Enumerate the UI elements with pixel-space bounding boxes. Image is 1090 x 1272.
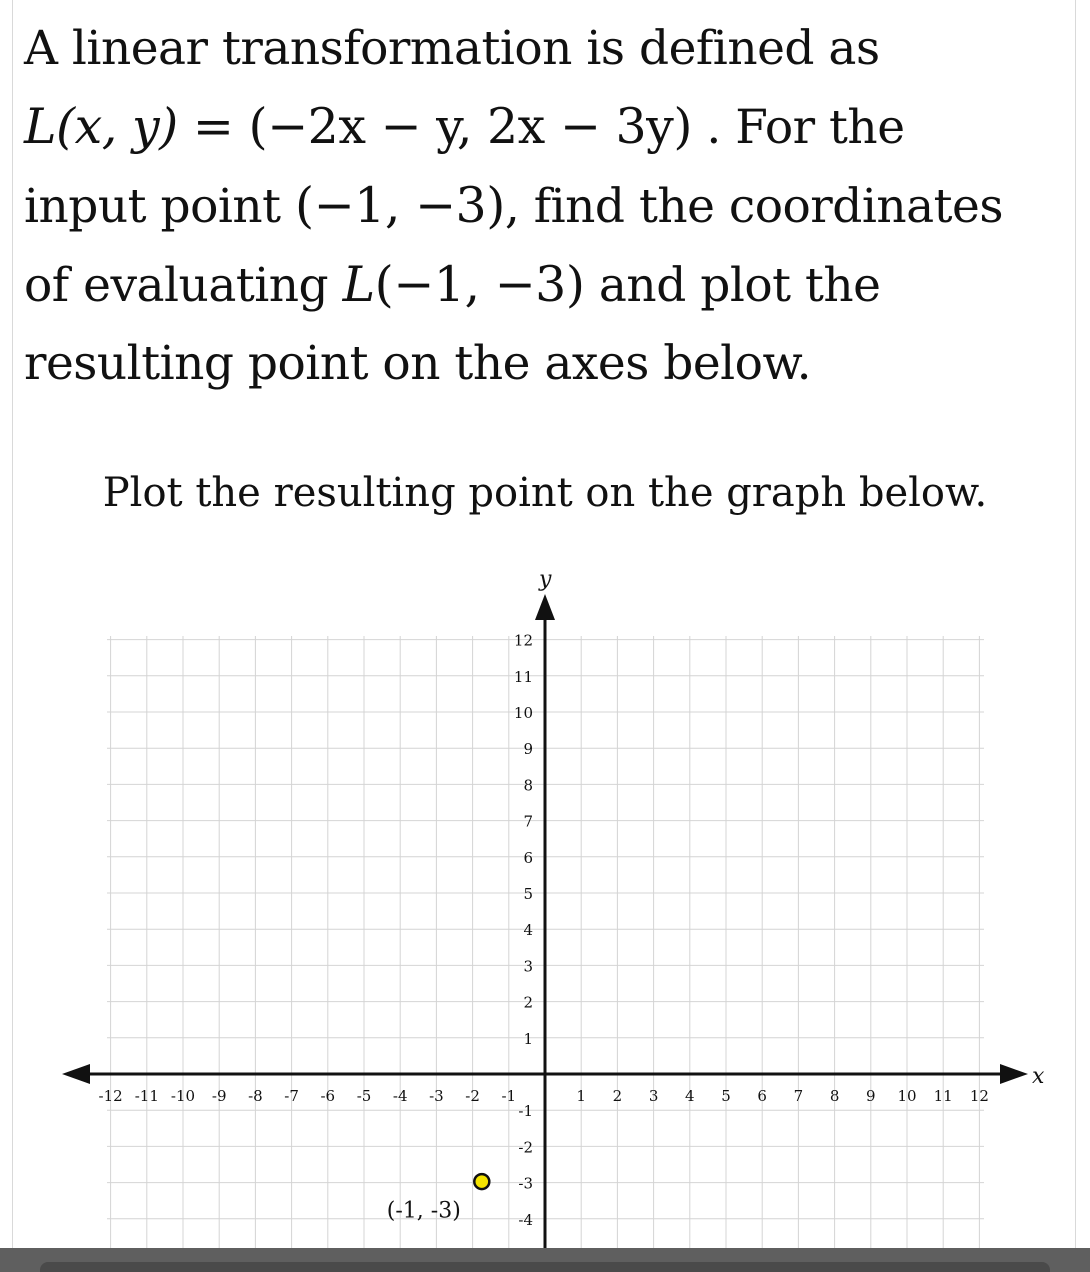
y-tick-label: 8 [523,776,533,795]
question-line-4-prefix: of evaluating [24,258,343,313]
x-tick-label: -4 [392,1087,408,1105]
y-axis-up-arrow [535,594,555,620]
y-tick-label: 10 [513,704,533,722]
x-tick-label: -12 [98,1087,123,1105]
x-tick-label: -10 [170,1087,196,1105]
x-tick-label: 9 [866,1087,876,1105]
y-tick-label: -4 [518,1210,533,1229]
y-tick-label: 4 [523,921,533,940]
x-tick-label: 10 [897,1087,917,1105]
question-line-3-suffix: , find the coordinates [504,179,1003,234]
eval-args: (−1, −3) [374,256,585,313]
question-line-4-suffix: and plot the [584,258,881,313]
x-tick-label: -8 [248,1087,263,1105]
x-tick-label: 6 [757,1087,767,1105]
y-tick-label: 3 [523,957,533,976]
y-axis-label: y [539,567,552,592]
x-tick-label: -3 [429,1087,444,1105]
y-tick-label: 2 [523,993,533,1012]
question-line-1: A linear transformation is defined as [24,21,880,76]
y-tick-label: 12 [513,631,533,650]
y-tick-label: 9 [523,740,533,759]
x-tick-label: -9 [211,1087,227,1105]
y-tick-label: -1 [518,1102,533,1121]
x-tick-label: -6 [320,1087,336,1105]
question-line-3-prefix: input point [24,179,295,234]
x-tick-label: -7 [284,1087,299,1105]
question-line-5: resulting point on the axes below. [24,336,812,391]
y-tick-label: 5 [523,885,533,903]
x-tick-label: -1 [501,1087,517,1105]
function-args: (x, y) [56,98,178,155]
function-name: L [24,98,57,155]
y-tick-label: 11 [513,667,533,686]
function-output: (−2x − y, 2x − 3y) [248,98,692,155]
y-tick-label: -2 [518,1138,533,1157]
plotted-point[interactable] [474,1174,489,1189]
x-tick-label: 5 [721,1087,731,1105]
y-tick-label: 1 [523,1029,533,1048]
x-tick-label: 4 [685,1087,695,1105]
input-point: (−1, −3) [295,177,505,234]
x-tick-label: 11 [933,1087,953,1105]
x-axis-left-arrow [62,1064,90,1084]
plotted-point-label: (-1, -3) [386,1198,461,1224]
bottom-toolbar-handle [40,1262,1050,1272]
x-axis-right-arrow [1000,1064,1028,1084]
question-line-2-suffix: . For the [691,100,905,155]
bottom-toolbar [0,1248,1090,1272]
x-tick-label: -2 [465,1087,480,1105]
y-tick-label: 6 [523,848,533,867]
x-axis-label: x [1032,1064,1045,1089]
equals-sign: = [177,98,249,155]
x-tick-label: 7 [793,1087,804,1105]
x-tick-label: 2 [612,1087,623,1105]
x-tick-label: 3 [648,1087,659,1105]
eval-function-name: L [342,256,375,313]
x-tick-label: 12 [969,1087,989,1105]
x-tick-label: 1 [576,1087,586,1105]
x-tick-label: -11 [134,1087,159,1105]
y-tick-label: 7 [523,812,533,831]
x-tick-label: -5 [356,1087,372,1105]
x-tick-label: 8 [829,1087,840,1105]
plot-prompt: Plot the resulting point on the graph below. [102,470,988,516]
y-tick-label: -3 [518,1174,533,1193]
